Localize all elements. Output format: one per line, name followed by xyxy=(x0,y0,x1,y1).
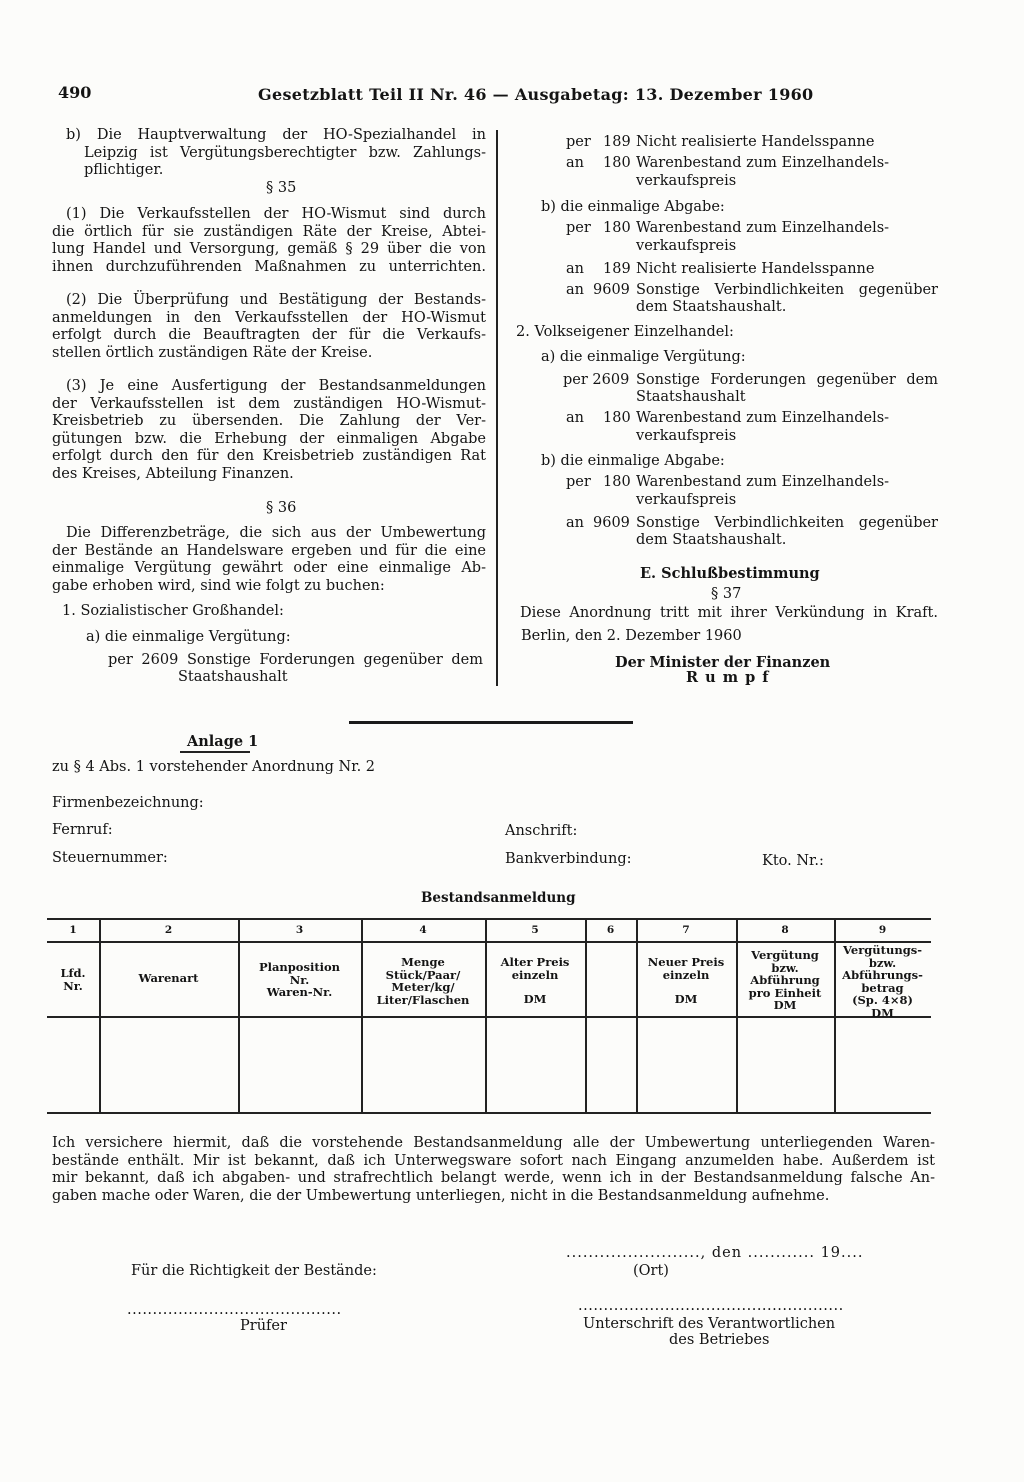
phone-label: Fernruf: xyxy=(52,822,113,838)
subitem-b: b) die einmalige Abgabe: xyxy=(541,453,725,469)
column-number: 9 xyxy=(878,924,887,936)
account-text: Staatshaushalt xyxy=(636,389,746,405)
minister-signature: R u m p f xyxy=(686,669,770,686)
annex-title-underline xyxy=(180,751,250,753)
column-number: 5 xyxy=(531,924,539,936)
table-border-bottom xyxy=(47,1112,931,1114)
section-36-paragraph: Die Differenzbeträge, die sich aus der Umbewertung der Bestände an Handelsware ergeben und für die eine einmalige Vergütung gewährt oder eine einmalige Ab- gabe erhoben wird, sind wie folgt zu buchen: xyxy=(52,525,486,594)
account-text: dem Staatshaushalt. xyxy=(636,532,787,548)
section-35-paragraph-3: (3) Je eine Ausfertigung der Bestandsanmeldungen der Verkaufsstellen ist dem zuständigen HO-Wismut- Kreisbetrieb zu übersenden. Die Zahlung der Ver- gütungen bzw. die Erhebung der einmaligen Abgabe erfolgt durch den für den Kreisbetrieb zuständigen Rat des Kreises, Abteilung Finanzen. xyxy=(52,378,486,482)
tax-number-label: Steuernummer: xyxy=(52,850,168,866)
table-border xyxy=(47,941,931,943)
booking-line-1: per 2609 Sonstige Forderungen gegenüber dem xyxy=(108,652,483,668)
column-number: 6 xyxy=(606,924,615,936)
page-number: 490 xyxy=(58,83,92,102)
examiner-label: Prüfer xyxy=(240,1318,287,1334)
booking-an: an xyxy=(566,410,584,426)
booking-per: per xyxy=(566,220,591,236)
column-header-neuer-preis: Neuer Preis einzeln DM xyxy=(647,955,725,1006)
booking-an: an xyxy=(566,282,584,298)
column-number: 8 xyxy=(781,924,789,936)
account-number: 180 xyxy=(603,410,631,426)
bank-label: Bankverbindung: xyxy=(505,851,632,867)
section-35-paragraph-1: (1) Die Verkaufsstellen der HO-Wismut sind durch die örtlich für sie zuständigen Räte der Kreise, Abtei- lung Handel und Versorgung, gemäß § 29 über die von ihnen durchzuführenden Maßnahmen zu unterrichten. xyxy=(52,206,486,275)
booking-line-1-cont: Staatshaushalt xyxy=(178,669,288,685)
booking-an: an xyxy=(566,155,584,171)
column-header-menge: Menge Stück/Paar/ Meter/kg/ Liter/Flaschen xyxy=(376,955,470,1007)
place-label: (Ort) xyxy=(633,1263,669,1279)
table-column-line xyxy=(238,918,240,1113)
section-36-title: § 36 xyxy=(266,500,297,516)
section-35-title: § 35 xyxy=(266,180,297,196)
examiner-signature-line: .......................................... xyxy=(127,1302,342,1318)
column-header-warenart: Warenart xyxy=(138,971,199,985)
account-text: dem Staatshaushalt. xyxy=(636,299,787,315)
firm-label: Firmenbezeichnung: xyxy=(52,795,204,811)
annex-title: Anlage 1 xyxy=(187,733,259,750)
correctness-label: Für die Richtigkeit der Bestände: xyxy=(131,1263,377,1279)
responsible-signature-line: .................................................... xyxy=(578,1298,844,1314)
column-header-planposition: Planposition Nr. Waren-Nr. xyxy=(258,960,341,999)
account-number: 180 xyxy=(603,474,631,490)
table-column-line xyxy=(585,918,587,1113)
account-text: Nicht realisierte Handelsspanne xyxy=(636,134,875,150)
account-number: 9609 xyxy=(593,515,630,531)
table-column-line xyxy=(736,918,738,1113)
account-text: verkaufspreis xyxy=(636,428,737,444)
column-number: 7 xyxy=(682,924,690,936)
account-text: Warenbestand zum Einzelhandels- xyxy=(636,474,890,490)
account-number: 9609 xyxy=(593,282,630,298)
column-number: 2 xyxy=(164,924,173,936)
annex-subtitle: zu § 4 Abs. 1 vorstehender Anordnung Nr. 2 xyxy=(52,759,376,775)
section-e-title: E. Schlußbestimmung xyxy=(640,565,820,582)
account-number: 189 xyxy=(603,134,631,150)
paragraph-b: b) Die Hauptverwaltung der HO-Spezialhandel in Leipzig ist Vergütungsberechtigter bzw. Zahlungs- pflichtiger. xyxy=(66,127,486,178)
account-text: Sonstige Verbindlichkeiten gegenüber xyxy=(636,515,938,531)
account-number: 180 xyxy=(603,220,631,236)
column-header-verguetungsbetrag: Vergütungs- bzw. Abführungs- betrag (Sp. 4×8) DM xyxy=(842,943,923,1020)
list-item-2: 2. Volkseigener Einzelhandel: xyxy=(516,324,734,340)
table-border xyxy=(47,1016,931,1018)
column-divider xyxy=(496,130,498,686)
list-item-1a: a) die einmalige Vergütung: xyxy=(86,629,291,645)
section-37-title: § 37 xyxy=(711,586,742,602)
form-title: Bestandsanmeldung xyxy=(421,890,576,906)
account-text: verkaufspreis xyxy=(636,238,737,254)
account-text: Sonstige Forderungen gegenüber dem xyxy=(636,372,938,388)
table-column-line xyxy=(636,918,638,1113)
column-number: 4 xyxy=(419,924,427,936)
section-37-text: Diese Anordnung tritt mit ihrer Verkündung in Kraft. xyxy=(520,605,938,621)
column-header-lfd-nr: Lfd. Nr. xyxy=(60,966,86,993)
account-text: verkaufspreis xyxy=(636,173,737,189)
section-separator xyxy=(349,721,633,724)
section-35-paragraph-2: (2) Die Überprüfung und Bestätigung der Bestands- anmeldungen in den Verkaufsstellen der HO-Wismut erfolgt durch die Beauftragten der für die Verkaufs- stellen örtlich zuständigen Räte der Kreise. xyxy=(52,292,486,361)
table-border-top xyxy=(47,918,931,920)
subitem-b: b) die einmalige Abgabe: xyxy=(541,199,725,215)
account-number: 180 xyxy=(603,155,631,171)
place-date: Berlin, den 2. Dezember 1960 xyxy=(521,628,742,644)
table-column-line xyxy=(361,918,363,1113)
booking-an: an xyxy=(566,261,584,277)
responsible-label: Unterschrift des Verantwortlichen xyxy=(583,1316,836,1332)
account-text: Warenbestand zum Einzelhandels- xyxy=(636,155,890,171)
page-header-title: Gesetzblatt Teil II Nr. 46 — Ausgabetag: 13. Dezember 1960 xyxy=(258,85,814,104)
table-column-line xyxy=(485,918,487,1113)
booking-an: an xyxy=(566,515,584,531)
booking-per: per xyxy=(566,474,591,490)
account-text: verkaufspreis xyxy=(636,492,737,508)
account-number: 189 xyxy=(603,261,631,277)
column-header-alter-preis: Alter Preis einzeln DM xyxy=(500,955,570,1006)
table-column-line xyxy=(99,918,101,1113)
minister-title: Der Minister der Finanzen xyxy=(615,654,831,671)
declaration-text: Ich versichere hiermit, daß die vorstehende Bestandsanmeldung alle der Umbewertung unterliegenden Waren- bestände enthält. Mir ist bekannt, daß ich Unterwegsware sofort nach Eingang anzumelden habe. Außerdem ist mir bekannt, daß ich abgaben- und strafrechtlich belangt werde, wenn ich in der Bestandsanmeldung falsche An- gaben mache oder Waren, die der Umbewertung unterliegen, nicht in die Bestandsanmeldung aufnehme. xyxy=(52,1135,935,1204)
column-header-verguetung: Vergütung bzw. Abführung pro Einheit DM xyxy=(748,948,822,1012)
account-text: Nicht realisierte Handelsspanne xyxy=(636,261,875,277)
list-item-1: 1. Sozialistischer Großhandel: xyxy=(62,603,284,619)
account-text: Warenbestand zum Einzelhandels- xyxy=(636,220,890,236)
column-number: 3 xyxy=(295,924,304,936)
responsible-label-cont: des Betriebes xyxy=(669,1332,770,1348)
booking-per: per 2609 xyxy=(563,372,630,388)
subitem-a: a) die einmalige Vergütung: xyxy=(541,349,746,365)
booking-per: per xyxy=(566,134,591,150)
place-date-line: ........................, den ............ 19.... xyxy=(566,1245,864,1261)
account-text: Sonstige Verbindlichkeiten gegenüber xyxy=(636,282,938,298)
column-number: 1 xyxy=(69,924,77,936)
address-label: Anschrift: xyxy=(505,823,578,839)
account-text: Warenbestand zum Einzelhandels- xyxy=(636,410,890,426)
account-number-label: Kto. Nr.: xyxy=(762,853,824,869)
